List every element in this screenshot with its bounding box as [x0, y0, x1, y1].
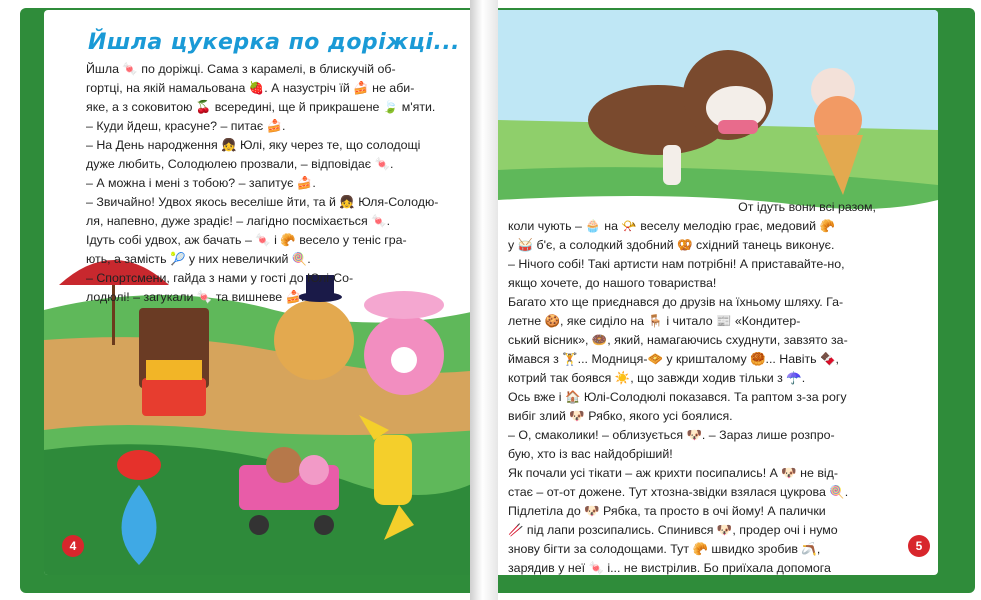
chocolate-character — [139, 308, 209, 416]
right-page-text — [508, 198, 916, 578]
text-line: Ось вже і 🏠 Юлі-Солодюлі показався. Та раптом з-за рогу — [508, 390, 847, 404]
text-line: – Звичайно! Удвох якось веселіше йти, та й 👧 Юля-Солодю- — [86, 195, 439, 209]
text-line: ймався з 🏋️... Модниця-🧇 у кришталому 🥮... Навіть 🍫, — [508, 352, 839, 366]
text-line: зарядив у неї 🍬 і... не вистрілив. Бо приїхала допомога — [508, 561, 831, 575]
text-line: – Нічого собі! Такі артисти нам потрібні! А приставайте-но, — [508, 257, 845, 271]
text-line: Багато хто ще приєднався до друзів на їхньому шляху. Га- — [508, 295, 844, 309]
text-line: у 🥁 б'є, а солодкий здобний 🥨 східний танець виконує. — [508, 238, 835, 252]
text-line: – О, смаколики! – облизується 🐶. – Зараз лише розпро- — [508, 428, 835, 442]
text-line: ський вісник», 🍩, який, намагаючись схуднути, завзято за- — [508, 333, 848, 347]
text-line: лодюлі! – загукали 🍬 та вишневе 🍰. — [86, 290, 305, 304]
left-page-text — [86, 60, 471, 307]
text-line: От ідуть вони всі разом, — [738, 200, 876, 214]
text-line: знову бігти за солодощами. Тут 🥐 швидко зробив 🪃, — [508, 542, 821, 556]
text-line: вибіг злий 🐶 Рябко, якого усі боялися. — [508, 409, 733, 423]
text-line: – На День народження 👧 Юлі, яку через те, що солодощі — [86, 138, 421, 152]
text-line: Йшла 🍬 по доріжці. Сама з карамелі, в блискучій об- — [86, 62, 396, 76]
text-line: – Куди йдеш, красуне? – питає 🍰. — [86, 119, 286, 133]
text-line: стає – от-от дожене. Тут хтозна-звідки взялася цукрова 🍭. — [508, 485, 849, 499]
book-spine — [470, 0, 498, 600]
text-line: 🥢 під лапи розсипались. Спинився 🐶, продер очі і нумо — [508, 523, 838, 537]
page-number-right: 5 — [908, 535, 930, 557]
text-line: – А можна і мені з тобою? – запитує 🍰. — [86, 176, 316, 190]
text-line: котрий так боявся ☀️, що завжди ходив тільки з ☂️. — [508, 371, 806, 385]
text-line: Ідуть собі удвох, аж бачать – 🍬 і 🥐 весело у теніс гра- — [86, 233, 407, 247]
text-line: дуже любить, Солодюлею прозвали, – відповідає 🍬. — [86, 157, 394, 171]
text-line: якщо хочете, до нашого товариства! — [508, 276, 717, 290]
story-title: Йшла цукерка по доріжці... — [88, 30, 461, 55]
text-line: гортці, на якій намальована 🍓. А назустріч їй 🍰 не аби- — [86, 81, 415, 95]
text-line: яке, а з соковитою 🍒 всередині, ще й прикрашене 🍃 м'яти. — [86, 100, 436, 114]
text-line: Як почали усі тікати – аж крихти посипались! А 🐶 не від- — [508, 466, 839, 480]
text-line: бую, хто із вас найдобріший! — [508, 447, 673, 461]
text-line: ють, а замість 🎾 у них невеличкий 🍭. — [86, 252, 311, 266]
text-line: Підлетіла до 🐶 Рябка, та просто в очі йому! А палички — [508, 504, 826, 518]
text-line: коли чують – 🧁 на 📯 веселу мелодію грає, медовий 🥐 — [508, 219, 835, 233]
page-number-left: 4 — [62, 535, 84, 557]
text-line: ля, напевно, дуже зрадіє! – лагідно посміхається 🍬. — [86, 214, 391, 228]
text-line: летне 🍪, яке сиділо на 🪑 і читало 📰 «Кондитер- — [508, 314, 801, 328]
text-line: – Спортсмени, гайда з нами у гості до Юлі-Со- — [86, 271, 354, 285]
